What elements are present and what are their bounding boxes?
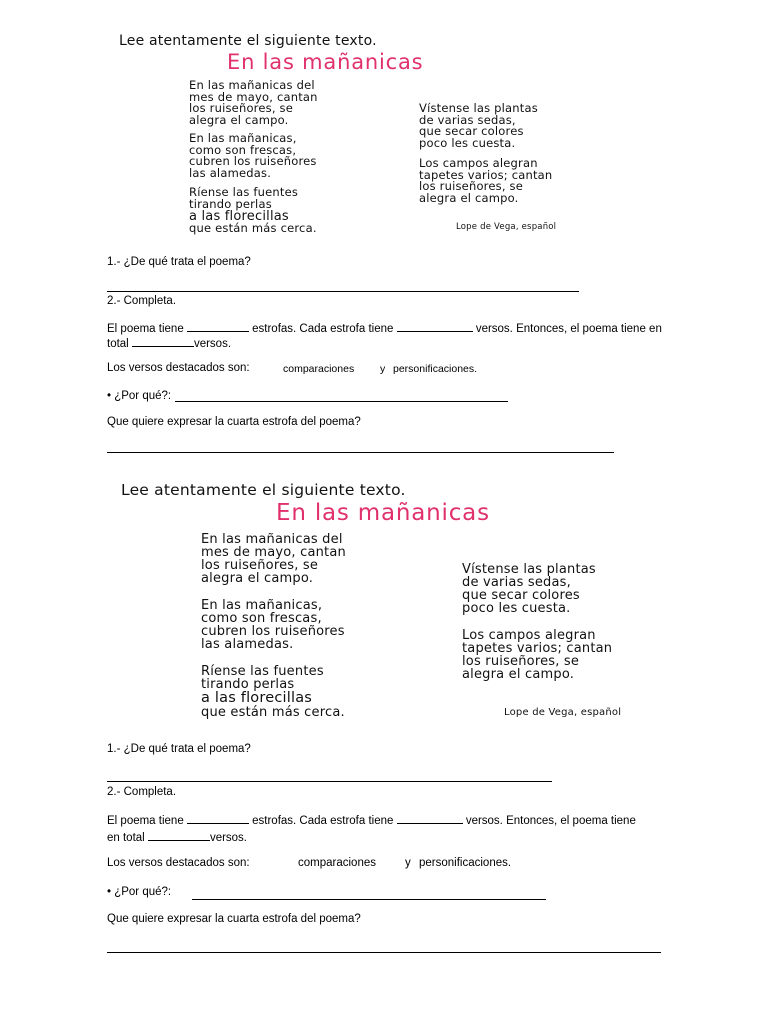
verse: cubren los ruiseñores	[189, 154, 317, 168]
fill-text: versos.	[209, 832, 248, 844]
porque-label: • ¿Por qué?:	[107, 886, 172, 898]
verse: las alamedas.	[189, 165, 272, 180]
verse: alegra el campo.	[189, 112, 289, 127]
verse: de varias sedas,	[419, 112, 516, 127]
verse: poco les cuesta.	[462, 601, 571, 616]
verse: Ríense las fuentes	[201, 664, 324, 679]
fill-text: El poema tiene	[107, 815, 184, 827]
verse: Los campos alegran	[419, 156, 538, 170]
verse: los ruiseñores, se	[201, 558, 319, 573]
poem-author: Lope de Vega, español	[456, 222, 557, 232]
verse: que están más cerca.	[201, 704, 345, 720]
verse: a las florecillas	[189, 209, 289, 224]
fill-text: total	[107, 338, 129, 350]
verse: que están más cerca.	[189, 221, 317, 235]
fill-in-sentence-cont	[107, 336, 231, 350]
verse: En las mañanicas,	[189, 131, 297, 145]
fill-text: versos. Entonces, el poema tiene	[465, 815, 636, 827]
verse: que secar colores	[462, 588, 580, 603]
blank-versos[interactable]	[397, 813, 463, 824]
left-stanza-1	[189, 80, 318, 126]
destacados-y: y	[405, 857, 411, 869]
right-stanza-1	[419, 103, 538, 149]
answer-line-1[interactable]	[107, 291, 579, 292]
verse: a las florecillas	[201, 690, 313, 706]
destacados-option-1: comparaciones	[283, 363, 355, 375]
verse: las alamedas.	[201, 637, 294, 652]
worksheet-copy-bottom	[0, 470, 768, 1024]
verse: tirando perlas	[201, 677, 295, 692]
right-stanza-2	[462, 629, 612, 681]
porque-label: • ¿Por qué?:	[107, 390, 172, 402]
question-1: 1.- ¿De qué trata el poema?	[107, 743, 251, 755]
answer-line-4[interactable]	[107, 452, 614, 453]
fill-text: versos.	[193, 338, 232, 350]
fill-in-sentence	[107, 813, 636, 827]
blank-versos[interactable]	[397, 321, 473, 332]
fill-text: estrofas. Cada estrofa tiene	[252, 323, 394, 335]
verse: tirando perlas	[189, 196, 272, 211]
destacados-y: y	[380, 363, 386, 375]
destacados-option-1: comparaciones	[298, 857, 376, 869]
blank-total[interactable]	[132, 336, 194, 347]
verse: alegra el campo.	[419, 190, 519, 205]
verse: Vístense las plantas	[419, 101, 538, 115]
destacados-label: Los versos destacados son:	[107, 857, 250, 869]
left-stanza-3	[189, 187, 317, 235]
verse: En las mañanicas del	[189, 78, 315, 92]
left-stanza-2	[201, 599, 345, 651]
verse: que secar colores	[419, 124, 524, 138]
porque-answer-line[interactable]	[175, 401, 508, 402]
verse: mes de mayo, cantan	[201, 545, 346, 560]
destacados-option-2: personificaciones.	[419, 857, 512, 869]
destacados-label: Los versos destacados son:	[107, 362, 250, 374]
poem-title: En las mañanicas	[276, 500, 490, 526]
worksheet-copy-top	[0, 0, 768, 470]
verse: En las mañanicas del	[201, 532, 343, 547]
verse: de varias sedas,	[462, 575, 571, 590]
intro-text: Lee atentamente el siguiente texto.	[121, 481, 406, 499]
fill-in-sentence	[107, 321, 662, 335]
poem-title: En las mañanicas	[227, 50, 424, 74]
verse: tapetes varios; cantan	[462, 641, 613, 656]
intro-text: Lee atentamente el siguiente texto.	[119, 33, 377, 49]
blank-total[interactable]	[148, 830, 210, 841]
porque-answer-line[interactable]	[192, 899, 546, 900]
verse: cubren los ruiseñores	[201, 624, 345, 639]
verse: alegra el campo.	[201, 571, 314, 586]
left-stanza-3	[201, 665, 345, 719]
question-2: 2.- Completa.	[107, 786, 177, 798]
verse: Vístense las plantas	[462, 562, 596, 577]
question-1: 1.- ¿De qué trata el poema?	[107, 256, 251, 268]
answer-line-4[interactable]	[107, 952, 661, 953]
verse: los ruiseñores, se	[419, 179, 524, 193]
blank-estrofas[interactable]	[187, 321, 249, 332]
destacados-option-2: personificaciones.	[393, 363, 478, 375]
poem-author: Lope de Vega, español	[504, 707, 622, 718]
question-2: 2.- Completa.	[107, 295, 177, 307]
right-stanza-2	[419, 158, 552, 204]
verse: tapetes varios; cantan	[419, 167, 553, 182]
question-4: Que quiere expresar la cuarta estrofa del poema?	[107, 416, 361, 428]
fill-in-sentence-cont	[107, 830, 247, 844]
fill-text: versos. Entonces, el poema tiene en	[475, 323, 662, 335]
verse: Los campos alegran	[462, 628, 596, 643]
fill-text: El poema tiene	[107, 323, 184, 335]
verse: poco les cuesta.	[419, 135, 516, 150]
answer-line-1[interactable]	[107, 781, 552, 782]
verse: alegra el campo.	[462, 667, 575, 682]
verse: como son frescas,	[201, 611, 322, 626]
verse: Ríense las fuentes	[189, 185, 299, 199]
fill-text: estrofas. Cada estrofa tiene	[252, 815, 394, 827]
verse: En las mañanicas,	[201, 598, 323, 613]
left-stanza-1	[201, 533, 346, 585]
question-4: Que quiere expresar la cuarta estrofa del poema?	[107, 913, 361, 925]
left-stanza-2	[189, 133, 317, 179]
blank-estrofas[interactable]	[187, 813, 249, 824]
verse: los ruiseñores, se	[462, 654, 580, 669]
verse: los ruiseñores, se	[189, 101, 294, 115]
fill-text: en total	[107, 832, 145, 844]
verse: mes de mayo, cantan	[189, 89, 318, 104]
verse: como son frescas,	[189, 142, 297, 157]
right-stanza-1	[462, 563, 596, 615]
